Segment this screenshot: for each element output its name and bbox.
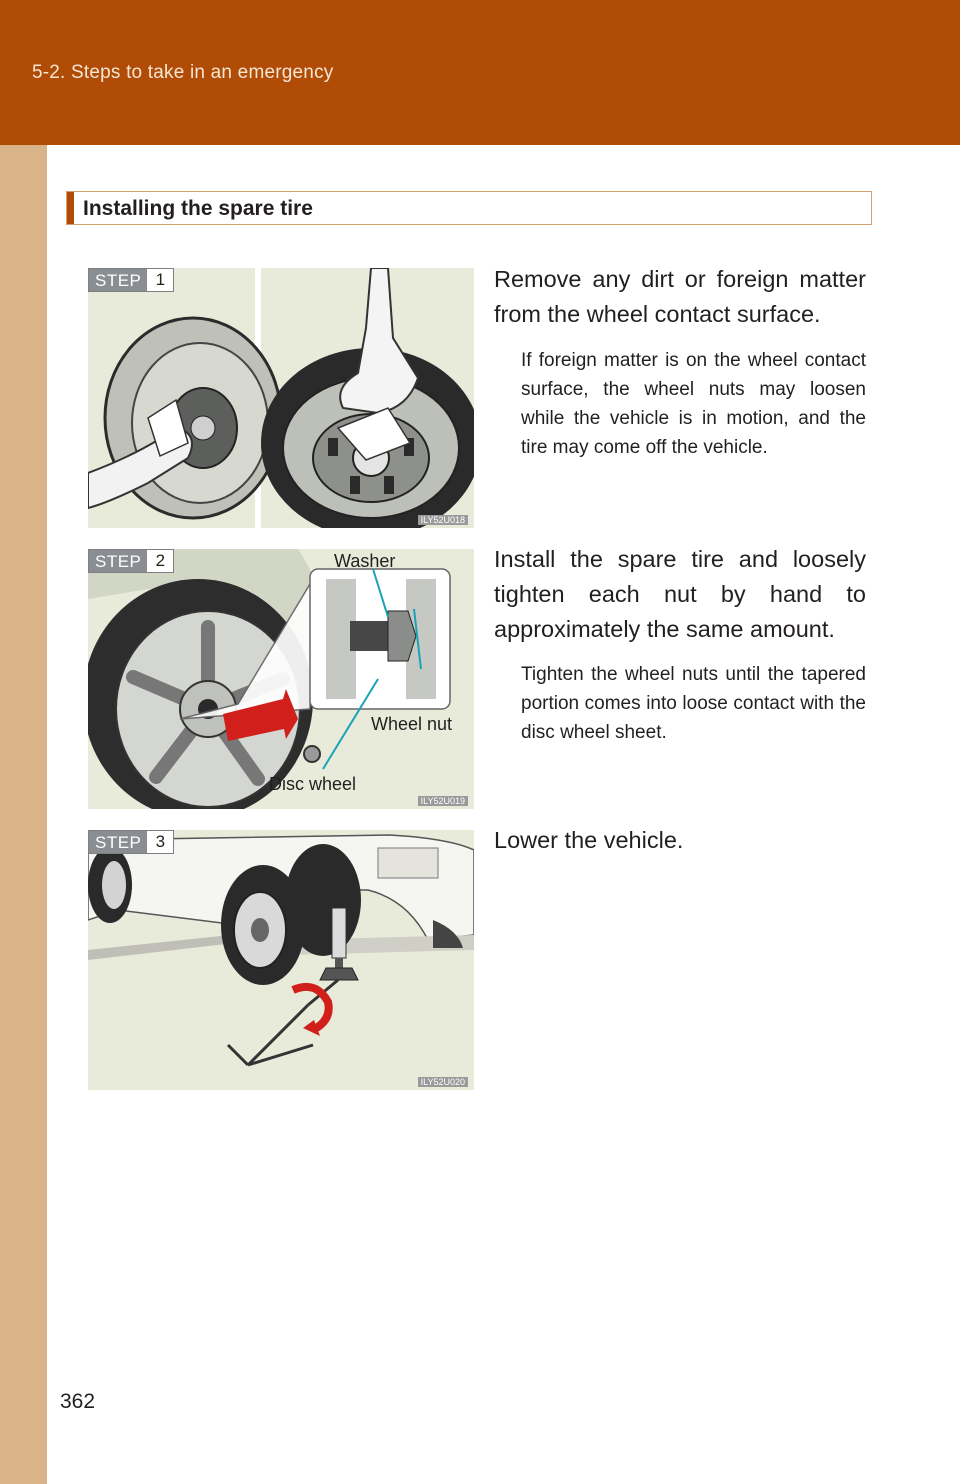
section-path: 5-2. Steps to take in an emergency <box>32 62 334 83</box>
step-2-badge-number: 2 <box>155 551 166 570</box>
step-3-figure <box>88 830 474 1090</box>
washer-callout: Washer <box>334 551 396 571</box>
step-1-note: If foreign matter is on the wheel contact surface, the wheel nuts may loosen while the vehicle is in motion, and the tire may come off the vehicle. <box>521 350 866 458</box>
disc-wheel-callout: Disc wheel <box>269 774 357 794</box>
step-3-badge-word: STEP <box>89 831 147 853</box>
section-accent <box>67 192 74 224</box>
step-1-figure-code: ILY52U018 <box>418 515 468 525</box>
step-1-badge-word: STEP <box>89 269 147 291</box>
step-1-figure <box>88 268 474 528</box>
section-title-bar <box>66 191 872 225</box>
step-3-badge <box>88 830 174 854</box>
step-3-figure-code: ILY52U020 <box>418 1077 468 1087</box>
page-number: 362 <box>60 1390 96 1413</box>
step-2-figure <box>88 549 474 809</box>
step-1-text: Remove any dirt or foreign matter from the wheel contact surface. <box>494 266 866 327</box>
step-1-illustration <box>88 268 474 528</box>
step-1-badge <box>88 268 174 292</box>
step-2-illustration <box>88 549 474 809</box>
section-title: Installing the spare tire <box>83 197 313 220</box>
wheel-nut-callout: Wheel nut <box>371 714 453 734</box>
step-3-illustration <box>88 830 474 1090</box>
step-3-badge-number: 3 <box>155 832 166 851</box>
step-1-badge-number: 1 <box>155 270 166 289</box>
step-3-text: Lower the vehicle. <box>494 827 684 853</box>
step-2-text: Install the spare tire and loosely tighten each nut by hand to approximately the same amount. <box>494 546 866 642</box>
step-2-badge <box>88 549 174 573</box>
step-2-note: Tighten the wheel nuts until the tapered portion comes into loose contact with the disc wheel sheet. <box>521 664 866 743</box>
side-band <box>0 145 47 1484</box>
step-2-figure-code: ILY52U019 <box>418 796 468 806</box>
step-2-badge-word: STEP <box>89 550 147 572</box>
